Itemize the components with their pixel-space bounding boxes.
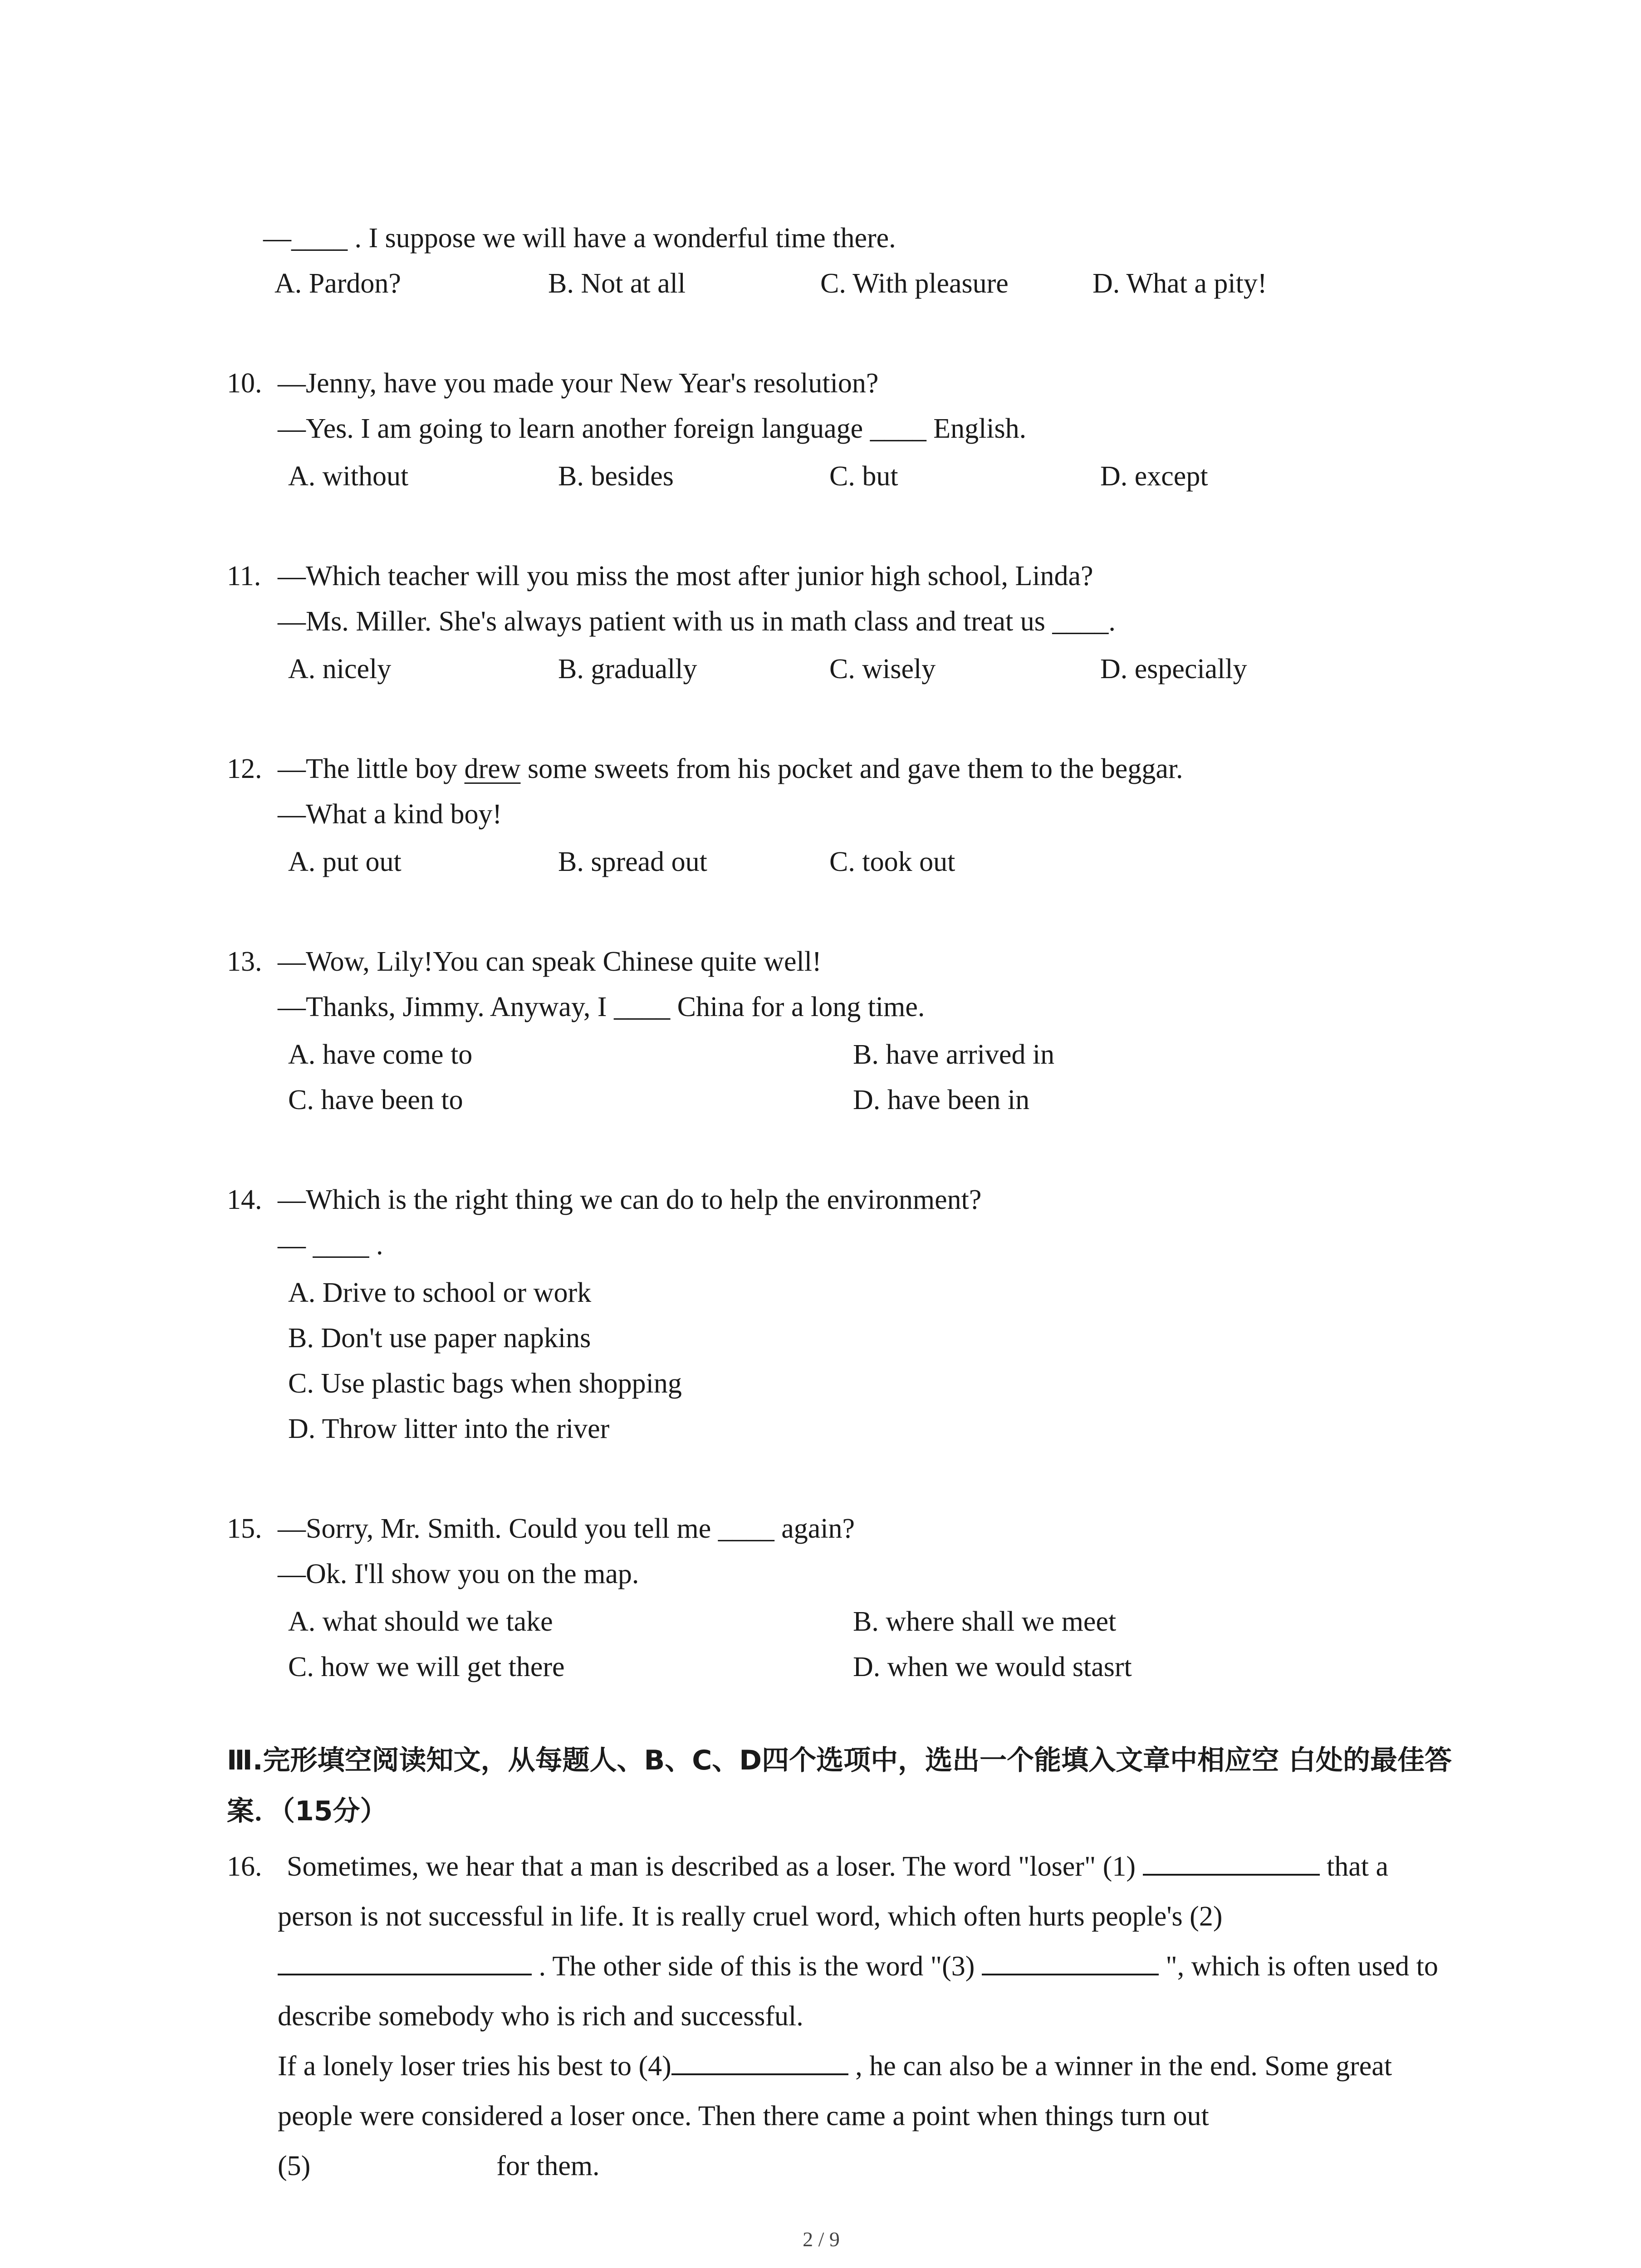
q13-option-d: D. have been in: [853, 1085, 1030, 1115]
q16-blank-2: [278, 1946, 532, 1975]
q16-text-2d: for them.: [496, 2151, 600, 2181]
q15-option-c: C. how we will get there: [288, 1652, 565, 1682]
q10-option-c: C. but: [829, 461, 898, 492]
q15-option-b: B. where shall we meet: [853, 1606, 1117, 1637]
q12-underlined-word: drew: [464, 753, 521, 784]
q15-number: 15.: [227, 1513, 262, 1544]
q11-option-d: D. especially: [1100, 654, 1247, 684]
q16-text-2c: (5): [278, 2151, 311, 2181]
q14-option-b: B. Don't use paper napkins: [288, 1323, 591, 1354]
q10-line1: —Jenny, have you made your New Year's resolution?: [278, 368, 879, 399]
q9-option-d: D. What a pity!: [1092, 268, 1267, 299]
page-number: 2 / 9: [803, 2228, 840, 2251]
q11-line2: —Ms. Miller. She's always patient with us in math class and treat us ____.: [278, 606, 1116, 637]
q9-option-a: A. Pardon?: [274, 268, 401, 299]
q16-blank-3: [982, 1946, 1159, 1975]
q15-line1: —Sorry, Mr. Smith. Could you tell me ____ again?: [278, 1513, 855, 1544]
q11-number: 11.: [227, 561, 261, 591]
q10-option-a: A. without: [288, 461, 409, 492]
q10-line2: —Yes. I am going to learn another foreign language ____ English.: [278, 413, 1027, 444]
q9-option-b: B. Not at all: [548, 268, 686, 299]
q13-line2: —Thanks, Jimmy. Anyway, I ____ China for a long time.: [278, 992, 925, 1022]
q16-text-1d: ", which is often used to describe somebody who is rich and successful.: [278, 1951, 1438, 2032]
q14-option-c: C. Use plastic bags when shopping: [288, 1368, 682, 1399]
q14-number: 14.: [227, 1184, 262, 1215]
q9-reply: —____ . I suppose we will have a wonderful time there.: [263, 223, 896, 254]
q12-option-c: C. took out: [829, 846, 955, 877]
q16-paragraph-2: [278, 2041, 1457, 2191]
q11-line1: —Which teacher will you miss the most after junior high school, Linda?: [278, 561, 1093, 591]
q16-number: 16.: [227, 1851, 262, 1882]
q14-option-d: D. Throw litter into the river: [288, 1413, 610, 1444]
q15-option-d: D. when we would stasrt: [853, 1652, 1132, 1682]
q16-text-1a: Sometimes, we hear that a man is described as a loser. The word "loser" (1): [287, 1851, 1143, 1882]
q13-line1: —Wow, Lily!You can speak Chinese quite well!: [278, 946, 822, 977]
q14-line1: —Which is the right thing we can do to help the environment?: [278, 1184, 982, 1215]
q16-text-1b: that a person is not successful in life. It is really cruel word, which often hurts people's (2): [278, 1851, 1389, 1932]
q16-text-1c: . The other side of this is the word "(3): [532, 1951, 982, 1982]
q14-option-a: A. Drive to school or work: [288, 1277, 592, 1308]
q12-line1-post: some sweets from his pocket and gave them to the beggar.: [520, 753, 1183, 784]
q10-option-d: D. except: [1100, 461, 1208, 492]
q10-option-b: B. besides: [558, 461, 674, 492]
q11-option-c: C. wisely: [829, 654, 936, 684]
q9-option-c: C. With pleasure: [820, 268, 1009, 299]
q15-option-a: A. what should we take: [288, 1606, 553, 1637]
q12-number: 12.: [227, 753, 262, 784]
q12-line2: —What a kind boy!: [278, 799, 502, 830]
q11-option-b: B. gradually: [558, 654, 697, 684]
q13-number: 13.: [227, 946, 262, 977]
q10-number: 10.: [227, 368, 262, 399]
q12-line1-pre: —The little boy: [278, 753, 465, 784]
section-3-heading: Ⅲ.完形填空阅读知文，从每题人、B、C、D四个选项中，选出一个能填入文章中相应空 白处的最佳答案．（15分）: [227, 1745, 1452, 1827]
q15-line2: —Ok. I'll show you on the map.: [278, 1559, 639, 1589]
q13-option-a: A. have come to: [288, 1039, 473, 1070]
q12-line1: [278, 748, 1183, 789]
q16-paragraph-1: [278, 1842, 1457, 2041]
q16-blank-1: [1143, 1847, 1320, 1876]
q16-text-2b: , he can also be a winner in the end. Some great people were considered a loser once. Then there came a point when things turn out: [278, 2051, 1392, 2131]
q12-option-b: B. spread out: [558, 846, 707, 877]
q16-text-2a: If a lonely loser tries his best to (4): [278, 2051, 671, 2082]
q14-line2: — ____ .: [278, 1230, 383, 1261]
q11-option-a: A. nicely: [288, 654, 392, 684]
q16-blank-4: [671, 2046, 848, 2075]
q12-option-a: A. put out: [288, 846, 402, 877]
q13-option-b: B. have arrived in: [853, 1039, 1055, 1070]
q13-option-c: C. have been to: [288, 1085, 463, 1115]
